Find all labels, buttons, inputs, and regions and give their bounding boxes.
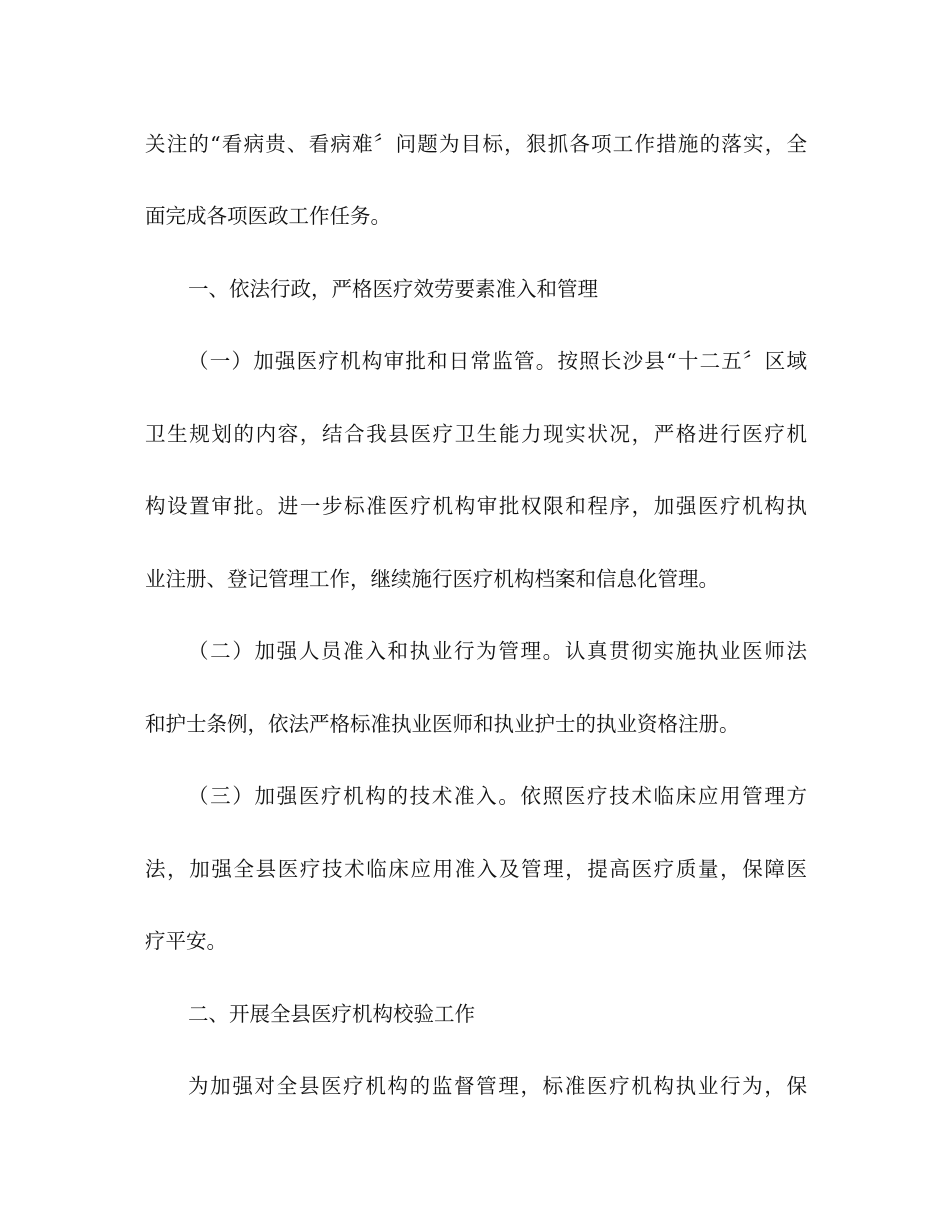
text-line: 构设置审批。进一步标准医疗机构审批权限和程序，加强医疗机构执	[145, 494, 807, 518]
text-line: 法，加强全县医疗技术临床应用准入及管理，提高医疗质量，保障医	[145, 857, 807, 881]
text-line: 和护士条例，依法严格标准执业医师和执业护士的执业资格注册。	[145, 712, 740, 736]
text-line: （二）加强人员准入和执业行为管理。认真贯彻实施执业医师法	[188, 639, 807, 663]
text-line: （三）加强医疗机构的技术准入。依照医疗技术临床应用管理方	[188, 784, 807, 808]
text-line: 疗平安。	[145, 929, 227, 953]
section-heading: 一、依法行政，严格医疗效劳要素准入和管理	[188, 277, 598, 301]
section-heading: 二、开展全县医疗机构校验工作	[188, 1002, 475, 1026]
text-line: 业注册、登记管理工作，继续施行医疗机构档案和信息化管理。	[145, 567, 719, 591]
text-line: 卫生规划的内容，结合我县医疗卫生能力现实状况，严格进行医疗机	[145, 422, 807, 446]
text-line: （一）加强医疗机构审批和日常监管。按照长沙县“十二五〞区域	[188, 349, 807, 373]
text-line: 面完成各项医政工作任务。	[145, 204, 391, 228]
text-line: 关注的“看病贵、看病难〞问题为目标，狠抓各项工作措施的落实，全	[145, 132, 807, 156]
text-line: 为加强对全县医疗机构的监督管理，标准医疗机构执业行为，保	[188, 1074, 807, 1098]
